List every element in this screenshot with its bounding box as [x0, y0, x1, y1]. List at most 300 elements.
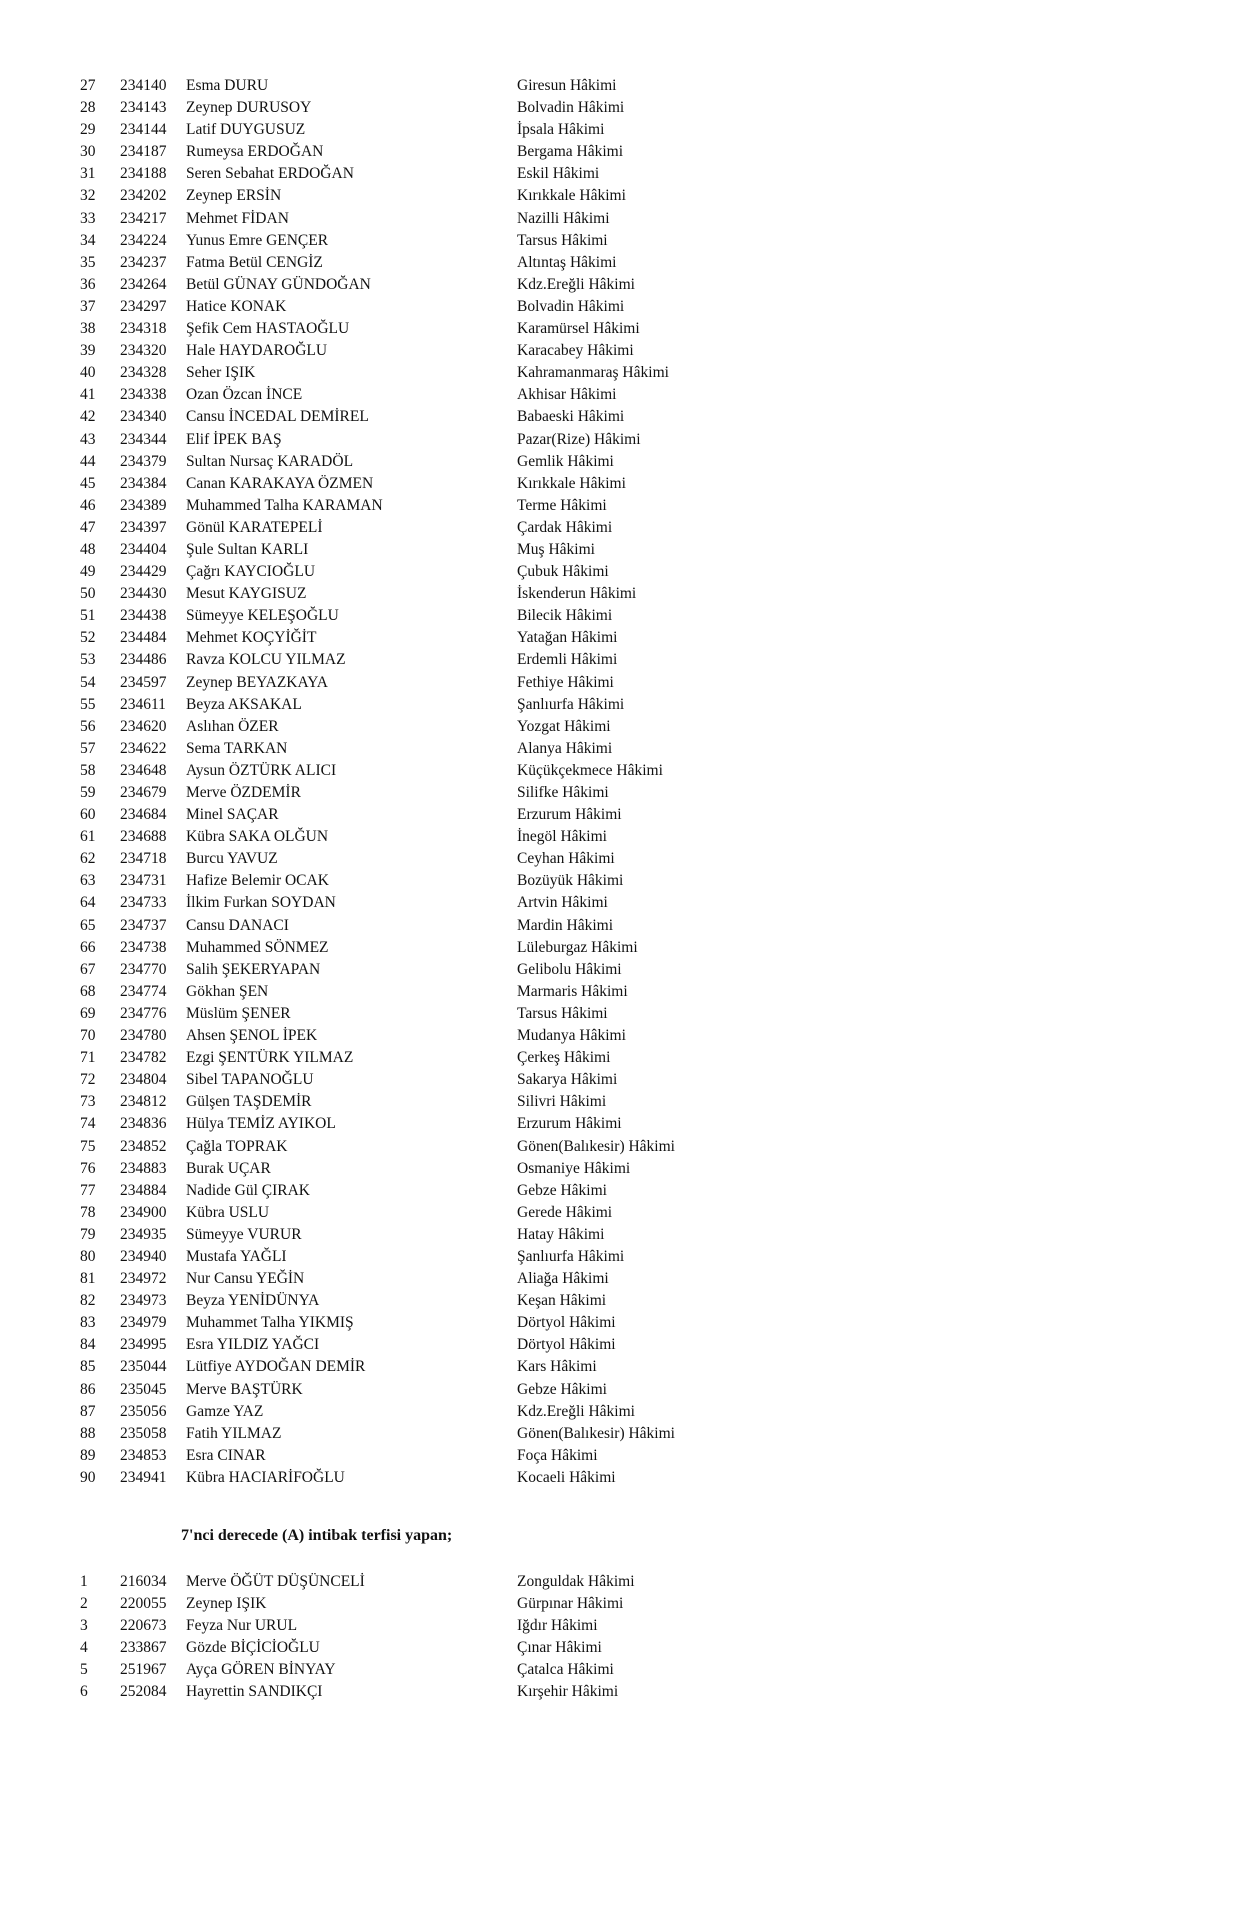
- sicil-number: 234264: [120, 275, 167, 293]
- assignment-place: Babaeski Hâkimi: [517, 408, 625, 426]
- row-number: 56: [80, 717, 96, 735]
- person-name: Rumeysa ERDOĞAN: [186, 143, 324, 161]
- row-number: 85: [80, 1358, 96, 1376]
- table-row: [0, 1659, 1252, 1681]
- assignment-place: Erdemli Hâkimi: [517, 651, 618, 669]
- person-name: Muhammet Talha YIKMIŞ: [186, 1314, 354, 1332]
- sicil-number: 235058: [120, 1424, 167, 1442]
- row-number: 33: [80, 209, 96, 227]
- row-number: 52: [80, 629, 96, 647]
- assignment-place: Çerkeş Hâkimi: [517, 1049, 611, 1067]
- person-name: Zeynep DURUSOY: [186, 99, 312, 117]
- person-name: Merve ÖĞÜT DÜŞÜNCELİ: [186, 1573, 365, 1590]
- table-row: [0, 406, 1252, 428]
- row-number: 45: [80, 474, 96, 492]
- row-number: 57: [80, 739, 96, 757]
- table-row: [0, 937, 1252, 959]
- assignment-place: Kırşehir Hâkimi: [517, 1683, 619, 1701]
- row-number: 69: [80, 1004, 96, 1022]
- row-number: 61: [80, 828, 96, 846]
- table-row: [0, 1158, 1252, 1180]
- assignment-place: Çardak Hâkimi: [517, 518, 613, 536]
- row-number: 36: [80, 275, 96, 293]
- sicil-number: 234188: [120, 165, 167, 183]
- row-number: 59: [80, 784, 96, 801]
- table-row: [0, 451, 1252, 473]
- assignment-place: Mudanya Hâkimi: [517, 1027, 626, 1045]
- assignment-place: Mardin Hâkimi: [517, 916, 613, 934]
- sicil-number: 252084: [120, 1683, 167, 1701]
- assignment-place: Dörtyol Hâkimi: [517, 1336, 616, 1354]
- assignment-place: Dörtyol Hâkimi: [517, 1314, 616, 1332]
- sicil-number: 234379: [120, 452, 167, 470]
- sicil-number: 234780: [120, 1027, 167, 1045]
- table-row: [0, 1401, 1252, 1423]
- person-name: Hale HAYDAROĞLU: [186, 342, 328, 360]
- table-row: [0, 649, 1252, 671]
- sicil-number: 234731: [120, 872, 167, 890]
- row-number: 62: [80, 850, 96, 868]
- sicil-number: 234884: [120, 1181, 167, 1199]
- table-row: [0, 1202, 1252, 1224]
- person-name: Nadide Gül ÇIRAK: [186, 1181, 310, 1199]
- assignment-place: Alanya Hâkimi: [517, 739, 613, 757]
- sicil-number: 234622: [120, 739, 167, 757]
- sicil-number: 234486: [120, 651, 167, 669]
- assignment-place: Sakarya Hâkimi: [517, 1071, 618, 1089]
- sicil-number: 234217: [120, 209, 167, 227]
- sicil-number: 234648: [120, 761, 167, 779]
- row-number: 51: [80, 607, 96, 625]
- table-row: [0, 1593, 1252, 1615]
- person-name: Hatice KONAK: [186, 297, 287, 315]
- sicil-number: 234429: [120, 563, 167, 581]
- table-row: [0, 561, 1252, 583]
- assignment-place: Erzurum Hâkimi: [517, 806, 622, 824]
- sicil-number: 234684: [120, 806, 167, 824]
- sicil-number: 234776: [120, 1004, 167, 1022]
- table-row: [0, 1180, 1252, 1202]
- person-name: Kübra SAKA OLĞUN: [186, 828, 329, 846]
- row-number: 40: [80, 364, 96, 382]
- sicil-number: 234237: [120, 253, 167, 271]
- table-row: [0, 1246, 1252, 1268]
- person-name: Elif İPEK BAŞ: [186, 430, 282, 448]
- assignment-place: İskenderun Hâkimi: [517, 585, 637, 603]
- table-row: [0, 1224, 1252, 1246]
- assignment-place: Terme Hâkimi: [517, 496, 607, 514]
- sicil-number: 234812: [120, 1093, 167, 1111]
- table-row: [0, 340, 1252, 362]
- table-row: [0, 870, 1252, 892]
- sicil-number: 234782: [120, 1049, 167, 1067]
- sicil-number: 234389: [120, 496, 167, 514]
- assignment-place: Gelibolu Hâkimi: [517, 960, 622, 978]
- assignment-place: Kocaeli Hâkimi: [517, 1468, 616, 1486]
- row-number: 89: [80, 1446, 96, 1464]
- assignment-place: Çınar Hâkimi: [517, 1639, 602, 1657]
- table-row: [0, 782, 1252, 804]
- table-row: [0, 1423, 1252, 1445]
- person-name: Muhammed Talha KARAMAN: [186, 496, 383, 514]
- person-name: Ravza KOLCU YILMAZ: [186, 651, 346, 669]
- row-number: 83: [80, 1314, 96, 1332]
- row-number: 31: [80, 165, 96, 183]
- assignment-place: İpsala Hâkimi: [517, 121, 605, 139]
- assignment-place: Pazar(Rize) Hâkimi: [517, 430, 641, 448]
- row-number: 78: [80, 1203, 96, 1221]
- assignment-place: Karamürsel Hâkimi: [517, 320, 640, 338]
- assignment-place: Şanlıurfa Hâkimi: [517, 1247, 625, 1265]
- sicil-number: 234620: [120, 717, 167, 735]
- row-number: 3: [80, 1617, 88, 1635]
- sicil-number: 234338: [120, 386, 167, 404]
- assignment-place: Bergama Hâkimi: [517, 143, 624, 161]
- row-number: 68: [80, 982, 96, 1000]
- sicil-number: 233867: [120, 1639, 167, 1657]
- table-row: [0, 163, 1252, 185]
- sicil-number: 234202: [120, 187, 167, 205]
- person-name: Çağrı KAYCIOĞLU: [186, 563, 316, 581]
- assignment-place: Karacabey Hâkimi: [517, 342, 634, 360]
- row-number: 32: [80, 187, 96, 205]
- person-name: Nur Cansu YEĞİN: [186, 1270, 305, 1288]
- table-row: [0, 1091, 1252, 1113]
- row-number: 64: [80, 894, 96, 912]
- assignment-place: İnegöl Hâkimi: [517, 828, 607, 846]
- table-row: [0, 627, 1252, 649]
- table-row: [0, 1113, 1252, 1135]
- row-number: 49: [80, 563, 96, 581]
- table-row: [0, 694, 1252, 716]
- sicil-number: 234774: [120, 982, 167, 1000]
- table-row: [0, 1615, 1252, 1637]
- table-row: [0, 539, 1252, 561]
- sicil-number: 234941: [120, 1468, 167, 1486]
- sicil-number: 234404: [120, 540, 167, 558]
- person-name: İlkim Furkan SOYDAN: [186, 894, 336, 912]
- assignment-place: Lüleburgaz Hâkimi: [517, 938, 638, 956]
- row-number: 72: [80, 1071, 96, 1089]
- sicil-number: 216034: [120, 1573, 167, 1590]
- row-number: 86: [80, 1380, 96, 1398]
- row-number: 79: [80, 1225, 96, 1243]
- person-name: Beyza YENİDÜNYA: [186, 1292, 320, 1310]
- table-row: [0, 1571, 1252, 1593]
- row-number: 77: [80, 1181, 96, 1199]
- person-name: Lütfiye AYDOĞAN DEMİR: [186, 1358, 366, 1376]
- table-row: [0, 892, 1252, 914]
- row-number: 2: [80, 1595, 88, 1613]
- assignment-place: Gerede Hâkimi: [517, 1203, 613, 1221]
- table-row: [0, 915, 1252, 937]
- assignment-place: Erzurum Hâkimi: [517, 1115, 622, 1133]
- table-row: [0, 141, 1252, 163]
- row-number: 43: [80, 430, 96, 448]
- person-name: Sibel TAPANOĞLU: [186, 1071, 314, 1089]
- row-number: 35: [80, 253, 96, 271]
- assignment-place: Osmaniye Hâkimi: [517, 1159, 631, 1177]
- person-name: Çağla TOPRAK: [186, 1137, 288, 1155]
- row-number: 39: [80, 342, 96, 360]
- person-name: Gülşen TAŞDEMİR: [186, 1093, 312, 1111]
- assignment-place: Muş Hâkimi: [517, 540, 595, 558]
- table-row: [0, 97, 1252, 119]
- assignment-place: Gebze Hâkimi: [517, 1181, 607, 1199]
- assignment-place: Altıntaş Hâkimi: [517, 253, 617, 271]
- sicil-number: 220055: [120, 1595, 167, 1613]
- assignment-place: Kahramanmaraş Hâkimi: [517, 364, 669, 382]
- row-number: 82: [80, 1292, 96, 1310]
- sicil-number: 234143: [120, 99, 167, 117]
- person-name: Seher IŞIK: [186, 364, 256, 382]
- assignment-place: Bilecik Hâkimi: [517, 607, 613, 625]
- sicil-number: 234320: [120, 342, 167, 360]
- assignment-place: Kırıkkale Hâkimi: [517, 474, 626, 492]
- person-name: Sema TARKAN: [186, 739, 288, 757]
- assignment-place: Eskil Hâkimi: [517, 165, 600, 183]
- row-number: 5: [80, 1661, 88, 1679]
- assignment-place: Gönen(Balıkesir) Hâkimi: [517, 1137, 675, 1155]
- table-row: [0, 517, 1252, 539]
- table-row: [0, 185, 1252, 207]
- person-name: Kübra USLU: [186, 1203, 270, 1221]
- sicil-number: 234344: [120, 430, 167, 448]
- sicil-number: 234318: [120, 320, 167, 338]
- sicil-number: 234979: [120, 1314, 167, 1332]
- row-number: 30: [80, 143, 96, 161]
- table-row: [0, 119, 1252, 141]
- table-row: [0, 208, 1252, 230]
- sicil-number: 234770: [120, 960, 167, 978]
- sicil-number: 234935: [120, 1225, 167, 1243]
- person-name: Esra YILDIZ YAĞCI: [186, 1336, 320, 1354]
- sicil-number: 234224: [120, 231, 167, 249]
- person-name: Zeynep ERSİN: [186, 187, 282, 205]
- assignment-place: Nazilli Hâkimi: [517, 209, 610, 227]
- row-number: 84: [80, 1336, 96, 1354]
- person-name: Latif DUYGUSUZ: [186, 121, 306, 139]
- table-row: [0, 1445, 1252, 1467]
- row-number: 65: [80, 916, 96, 934]
- person-name: Şefik Cem HASTAOĞLU: [186, 320, 350, 338]
- person-name: Müslüm ŞENER: [186, 1004, 291, 1022]
- table-row: [0, 1268, 1252, 1290]
- assignment-place: Silivri Hâkimi: [517, 1093, 607, 1111]
- row-number: 48: [80, 540, 96, 558]
- person-name: Cansu DANACI: [186, 916, 289, 934]
- row-number: 55: [80, 695, 96, 713]
- table-row: [0, 318, 1252, 340]
- person-name: Minel SAÇAR: [186, 806, 279, 824]
- assignment-place: Yatağan Hâkimi: [517, 629, 618, 647]
- person-name: Canan KARAKAYA ÖZMEN: [186, 474, 374, 492]
- person-name: Seren Sebahat ERDOĞAN: [186, 165, 354, 183]
- assignment-place: Foça Hâkimi: [517, 1446, 598, 1464]
- sicil-number: 234384: [120, 474, 167, 492]
- assignment-place: Gönen(Balıkesir) Hâkimi: [517, 1424, 675, 1442]
- section-title: 7'nci derecede (A) intibak terfisi yapan;: [181, 1527, 453, 1544]
- sicil-number: 234438: [120, 607, 167, 625]
- assignment-place: Çatalca Hâkimi: [517, 1661, 614, 1679]
- assignment-place: Keşan Hâkimi: [517, 1292, 607, 1310]
- person-name: Merve BAŞTÜRK: [186, 1380, 303, 1398]
- person-name: Fatma Betül CENGİZ: [186, 253, 323, 271]
- person-name: Şule Sultan KARLI: [186, 540, 309, 558]
- appointment-table: [0, 75, 1252, 1489]
- row-number: 46: [80, 496, 96, 514]
- assignment-place: Giresun Hâkimi: [517, 77, 617, 94]
- person-name: Burcu YAVUZ: [186, 850, 278, 868]
- assignment-place: Kars Hâkimi: [517, 1358, 597, 1376]
- person-name: Esra CINAR: [186, 1446, 266, 1464]
- row-number: 29: [80, 121, 96, 139]
- row-number: 60: [80, 806, 96, 824]
- sicil-number: 234140: [120, 77, 167, 94]
- sicil-number: 234853: [120, 1446, 167, 1464]
- assignment-place: Tarsus Hâkimi: [517, 231, 608, 249]
- table-row: [0, 1334, 1252, 1356]
- person-name: Ozan Özcan İNCE: [186, 386, 303, 404]
- assignment-place: Şanlıurfa Hâkimi: [517, 695, 625, 713]
- person-name: Fatih YILMAZ: [186, 1424, 282, 1442]
- person-name: Mehmet FİDAN: [186, 209, 289, 227]
- row-number: 47: [80, 518, 96, 536]
- person-name: Mesut KAYGISUZ: [186, 585, 307, 603]
- table-row: [0, 981, 1252, 1003]
- sicil-number: 234718: [120, 850, 167, 868]
- row-number: 6: [80, 1683, 88, 1701]
- table-row: [0, 605, 1252, 627]
- assignment-place: Hatay Hâkimi: [517, 1225, 605, 1243]
- assignment-place: Tarsus Hâkimi: [517, 1004, 608, 1022]
- assignment-place: Gemlik Hâkimi: [517, 452, 614, 470]
- row-number: 67: [80, 960, 96, 978]
- sicil-number: 234973: [120, 1292, 167, 1310]
- assignment-place: Aliağa Hâkimi: [517, 1270, 609, 1288]
- table-row: [0, 1312, 1252, 1334]
- assignment-place: Akhisar Hâkimi: [517, 386, 617, 404]
- assignment-place: Zonguldak Hâkimi: [517, 1573, 635, 1590]
- sicil-number: 220673: [120, 1617, 167, 1635]
- person-name: Beyza AKSAKAL: [186, 695, 302, 713]
- person-name: Merve ÖZDEMİR: [186, 784, 301, 801]
- sicil-number: 235045: [120, 1380, 167, 1398]
- table-row: [0, 738, 1252, 760]
- table-row: [0, 1379, 1252, 1401]
- assignment-place: Bolvadin Hâkimi: [517, 99, 625, 117]
- sicil-number: 234836: [120, 1115, 167, 1133]
- row-number: 70: [80, 1027, 96, 1045]
- assignment-place: Çubuk Hâkimi: [517, 563, 609, 581]
- sicil-number: 234688: [120, 828, 167, 846]
- person-name: Gönül KARATEPELİ: [186, 518, 323, 536]
- sicil-number: 251967: [120, 1661, 167, 1679]
- table-row: [0, 716, 1252, 738]
- row-number: 81: [80, 1270, 96, 1288]
- table-row: [0, 384, 1252, 406]
- table-row: [0, 1290, 1252, 1312]
- row-number: 50: [80, 585, 96, 603]
- table-row: [0, 1003, 1252, 1025]
- assignment-place: Bozüyük Hâkimi: [517, 872, 624, 890]
- sicil-number: 234737: [120, 916, 167, 934]
- row-number: 38: [80, 320, 96, 338]
- person-name: Ayça GÖREN BİNYAY: [186, 1661, 336, 1679]
- person-name: Kübra HACIARİFOĞLU: [186, 1468, 345, 1486]
- sicil-number: 234328: [120, 364, 167, 382]
- sicil-number: 234883: [120, 1159, 167, 1177]
- sicil-number: 234187: [120, 143, 167, 161]
- assignment-place: Artvin Hâkimi: [517, 894, 608, 912]
- sicil-number: 234995: [120, 1336, 167, 1354]
- sicil-number: 234733: [120, 894, 167, 912]
- table-row: [0, 473, 1252, 495]
- assignment-place: Kdz.Ereğli Hâkimi: [517, 275, 635, 293]
- person-name: Zeynep BEYAZKAYA: [186, 673, 328, 691]
- table-row: [0, 1637, 1252, 1659]
- row-number: 1: [80, 1573, 88, 1590]
- person-name: Gamze YAZ: [186, 1402, 264, 1420]
- table-row: [0, 495, 1252, 517]
- table-row: [0, 1467, 1252, 1489]
- person-name: Sultan Nursaç KARADÖL: [186, 452, 354, 470]
- person-name: Salih ŞEKERYAPAN: [186, 960, 321, 978]
- row-number: 58: [80, 761, 96, 779]
- person-name: Yunus Emre GENÇER: [186, 231, 329, 249]
- assignment-place: Yozgat Hâkimi: [517, 717, 611, 735]
- row-number: 88: [80, 1424, 96, 1442]
- person-name: Mustafa YAĞLI: [186, 1247, 287, 1265]
- person-name: Sümeyye VURUR: [186, 1225, 302, 1243]
- row-number: 74: [80, 1115, 96, 1133]
- person-name: Burak UÇAR: [186, 1159, 271, 1177]
- row-number: 80: [80, 1247, 96, 1265]
- person-name: Cansu İNCEDAL DEMİREL: [186, 408, 369, 426]
- sicil-number: 234972: [120, 1270, 167, 1288]
- table-row: [0, 429, 1252, 451]
- sicil-number: 234144: [120, 121, 167, 139]
- assignment-place: Kdz.Ereğli Hâkimi: [517, 1402, 635, 1420]
- table-row: [0, 959, 1252, 981]
- row-number: 37: [80, 297, 96, 315]
- sicil-number: 234804: [120, 1071, 167, 1089]
- row-number: 44: [80, 452, 96, 470]
- row-number: 63: [80, 872, 96, 890]
- assignment-place: Silifke Hâkimi: [517, 784, 609, 801]
- assignment-place: Fethiye Hâkimi: [517, 673, 614, 691]
- row-number: 87: [80, 1402, 96, 1420]
- table-row: [0, 230, 1252, 252]
- assignment-place: Iğdır Hâkimi: [517, 1617, 598, 1635]
- table-row: [0, 1136, 1252, 1158]
- person-name: Hayrettin SANDIKÇI: [186, 1683, 323, 1701]
- sicil-number: 234679: [120, 784, 167, 801]
- row-number: 71: [80, 1049, 96, 1067]
- row-number: 4: [80, 1639, 88, 1657]
- sicil-number: 234340: [120, 408, 167, 426]
- assignment-place: Gebze Hâkimi: [517, 1380, 607, 1398]
- sicil-number: 234940: [120, 1247, 167, 1265]
- table-row: [0, 826, 1252, 848]
- person-name: Zeynep IŞIK: [186, 1595, 267, 1613]
- table-row: [0, 1069, 1252, 1091]
- sicil-number: 234484: [120, 629, 167, 647]
- sicil-number: 234297: [120, 297, 167, 315]
- person-name: Aslıhan ÖZER: [186, 717, 279, 735]
- assignment-place: Küçükçekmece Hâkimi: [517, 761, 663, 779]
- table-row: [0, 848, 1252, 870]
